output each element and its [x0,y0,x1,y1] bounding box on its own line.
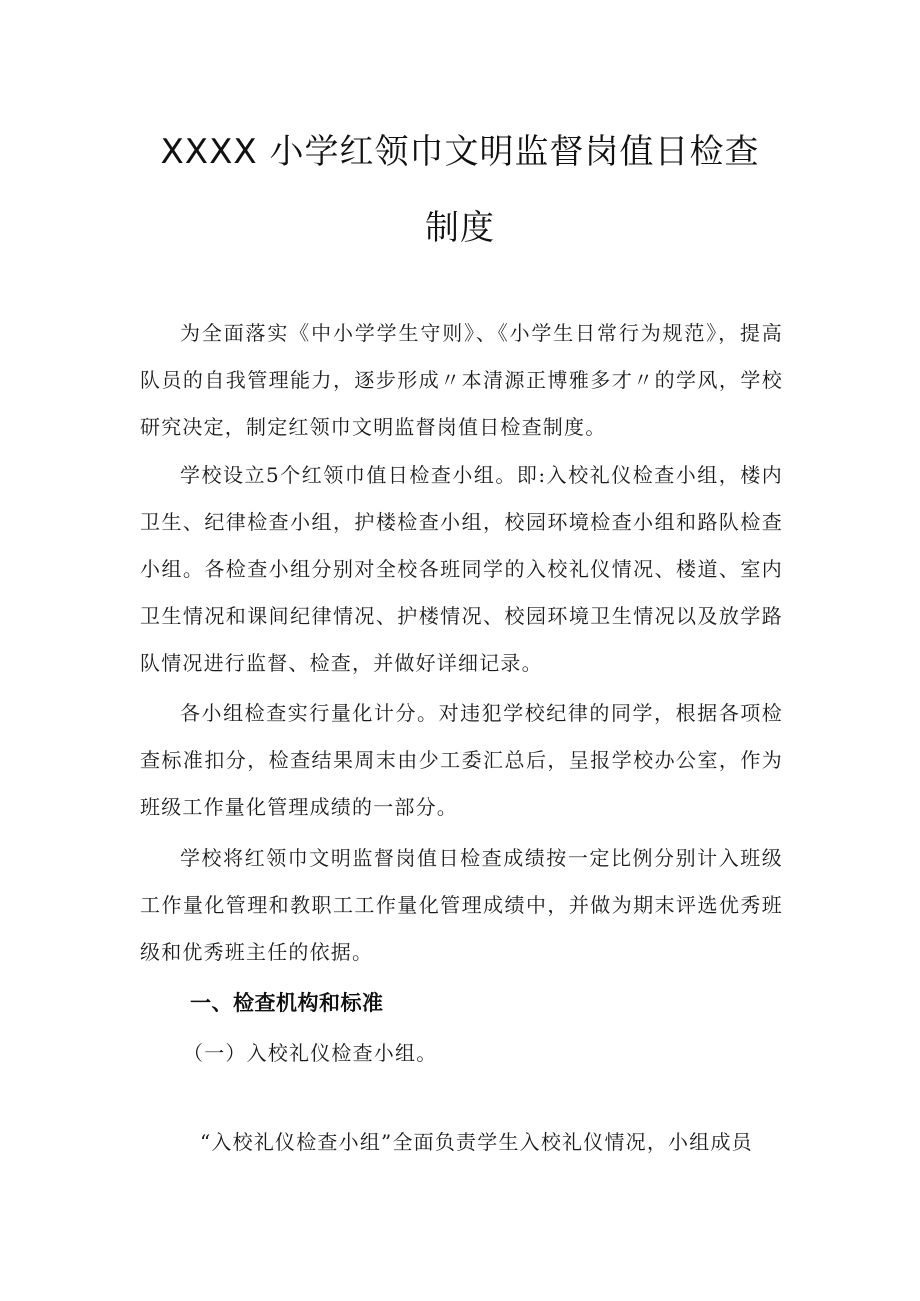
section-heading: 一、检查机构和标准 [190,991,384,1015]
paragraph-text: 为全面落实《中小学学生守则》、《小学生日常行为规范》，提高队员的自我管理能力，逐步形成〃本清源正博雅多才〃的学风，学校研究决定，制定红领巾文明监督岗值日检查制度。 [140,321,783,439]
paragraph-text: 学校设立5个红领巾值日检查小组。即:入校礼仪检查小组，楼内卫生、纪律检查小组，护楼检查小组，校园环境检查小组和路队检查小组。各检查小组分别对全校各班同学的入校礼仪情况、楼道、室内卫生情况和课间纪律情况、护楼情况、校园环境卫生情况以及放学路队情况进行监督、检查，并做好详细记录。 [140,463,783,675]
subsection-heading: （一）入校礼仪检查小组。 [183,1041,438,1065]
paragraph-5-partial: “入校礼仪检查小组”全面负责学生入校礼仪情况，小组成员 [200,1130,753,1154]
paragraph-4 [140,835,783,976]
paragraph-2 [140,452,783,687]
document-title-line-1: XXXX 小学红领巾文明监督岗值日检查 [160,132,760,172]
paragraph-text: 各小组检查实行量化计分。对违犯学校纪律的同学，根据各项检查标准扣分，检查结果周末由少工委汇总后，呈报学校办公室，作为班级工作量化管理成绩的一部分。 [140,701,783,819]
document-title-line-2: 制度 [425,208,495,248]
paragraph-text: 学校将红领巾文明监督岗值日检查成绩按一定比例分别计入班级工作量化管理和教职工工作量化管理成绩中，并做为期末评选优秀班级和优秀班主任的依据。 [140,846,783,964]
paragraph-3 [140,690,783,831]
paragraph-1 [140,310,783,451]
